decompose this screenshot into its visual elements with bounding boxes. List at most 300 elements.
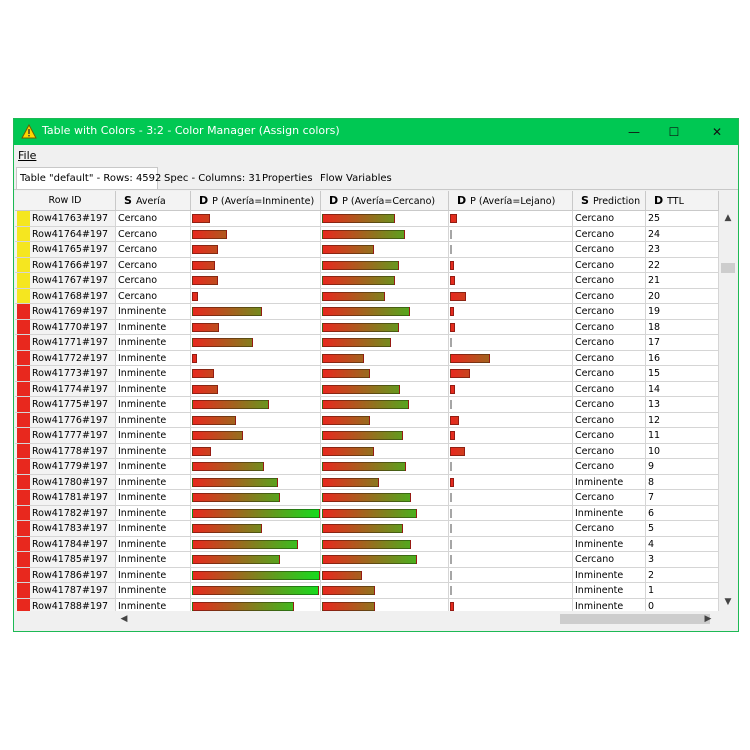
row-color-swatch: [17, 242, 30, 257]
p-inminente-cell[interactable]: [191, 506, 321, 522]
prediction-cell[interactable]: Inminente: [573, 599, 646, 612]
row-id-cell[interactable]: [15, 273, 116, 289]
averia-cell[interactable]: Inminente: [116, 537, 191, 553]
column-header-p-lejano[interactable]: [449, 191, 573, 211]
p-cercano-cell[interactable]: [321, 413, 449, 429]
p-cercano-cell[interactable]: [321, 289, 449, 305]
row-id-text: Row41767#197: [32, 275, 109, 286]
column-header-label: Avería: [135, 196, 166, 207]
p-cercano-cell[interactable]: [321, 521, 449, 537]
probability-bar: [450, 571, 452, 580]
averia-cell[interactable]: Inminente: [116, 568, 191, 584]
averia-cell[interactable]: Inminente: [116, 490, 191, 506]
column-header-label: Prediction: [592, 196, 641, 207]
row-id-text: Row41768#197: [32, 290, 109, 302]
probability-bar: [450, 400, 452, 409]
p-cercano-cell[interactable]: [321, 537, 449, 553]
p-cercano-cell[interactable]: [321, 320, 449, 336]
ttl-cell[interactable]: 18: [646, 320, 719, 336]
row-color-swatch: [17, 599, 30, 612]
table-row[interactable]: [15, 506, 719, 522]
row-id-cell[interactable]: [15, 490, 116, 506]
table-row[interactable]: [15, 273, 719, 289]
row-id-cell[interactable]: [15, 382, 116, 398]
probability-bar: [450, 602, 454, 611]
column-header-p-cercano[interactable]: [321, 191, 449, 211]
p-lejano-cell[interactable]: [449, 537, 573, 553]
row-color-swatch: [17, 227, 30, 242]
p-lejano-cell[interactable]: [449, 258, 573, 274]
scroll-left-icon[interactable]: ◀: [120, 614, 128, 624]
p-lejano-cell[interactable]: [449, 227, 573, 243]
averia-cell[interactable]: Cercano: [116, 258, 191, 274]
prediction-cell[interactable]: Cercano: [573, 258, 646, 274]
row-id-cell[interactable]: [15, 242, 116, 258]
p-lejano-cell[interactable]: [449, 521, 573, 537]
column-header-p-inminente[interactable]: [191, 191, 321, 211]
row-id-text: Row41773#197: [32, 368, 109, 379]
table-row[interactable]: [15, 521, 719, 537]
ttl-cell[interactable]: 8: [646, 475, 719, 491]
p-lejano-cell[interactable]: [449, 583, 573, 599]
horizontal-scrollbar[interactable]: [115, 612, 719, 626]
probability-bar: [192, 478, 278, 487]
probability-bar: [322, 385, 400, 394]
probability-bar: [450, 307, 454, 316]
row-id-text: Row41770#197: [32, 321, 109, 333]
row-id-text: Row41782#197: [32, 507, 109, 519]
averia-cell[interactable]: Inminente: [116, 444, 191, 460]
table-row[interactable]: [15, 413, 719, 429]
p-inminente-cell[interactable]: [191, 351, 321, 367]
prediction-cell[interactable]: Inminente: [573, 568, 646, 584]
row-id-cell[interactable]: [15, 583, 116, 599]
string-type-icon: S: [124, 194, 132, 207]
row-color-swatch: [17, 537, 30, 552]
p-lejano-cell[interactable]: [449, 289, 573, 305]
averia-cell[interactable]: Inminente: [116, 459, 191, 475]
prediction-cell[interactable]: Cercano: [573, 320, 646, 336]
table-row[interactable]: [15, 552, 719, 568]
ttl-cell[interactable]: 19: [646, 304, 719, 320]
menu-file[interactable]: [18, 149, 36, 162]
p-inminente-cell[interactable]: [191, 258, 321, 274]
row-id-cell[interactable]: [15, 320, 116, 336]
prediction-cell[interactable]: Cercano: [573, 459, 646, 475]
averia-cell[interactable]: Cercano: [116, 242, 191, 258]
p-lejano-cell[interactable]: [449, 397, 573, 413]
probability-bar: [450, 431, 455, 440]
averia-cell[interactable]: Inminente: [116, 366, 191, 382]
prediction-cell[interactable]: Cercano: [573, 428, 646, 444]
p-cercano-cell[interactable]: [321, 211, 449, 227]
table-row[interactable]: [15, 428, 719, 444]
probability-bar: [450, 245, 452, 254]
table-row[interactable]: [15, 366, 719, 382]
p-cercano-cell[interactable]: [321, 475, 449, 491]
column-header-label: Row ID: [48, 195, 82, 206]
averia-cell[interactable]: Inminente: [116, 351, 191, 367]
row-id-cell[interactable]: [15, 258, 116, 274]
averia-cell[interactable]: Inminente: [116, 320, 191, 336]
p-lejano-cell[interactable]: [449, 506, 573, 522]
ttl-cell[interactable]: 14: [646, 382, 719, 398]
p-inminente-cell[interactable]: [191, 273, 321, 289]
row-id-cell[interactable]: [15, 351, 116, 367]
row-color-swatch: [17, 568, 30, 583]
probability-bar: [450, 416, 459, 425]
probability-bar: [322, 338, 391, 347]
table-row[interactable]: [15, 258, 719, 274]
averia-cell[interactable]: Inminente: [116, 552, 191, 568]
probability-bar: [192, 354, 197, 363]
probability-bar: [192, 540, 298, 549]
p-lejano-cell[interactable]: [449, 242, 573, 258]
averia-cell[interactable]: Inminente: [116, 428, 191, 444]
probability-bar: [450, 447, 465, 456]
color-manager-window: [13, 118, 739, 632]
p-cercano-cell[interactable]: [321, 351, 449, 367]
averia-cell[interactable]: Cercano: [116, 289, 191, 305]
p-lejano-cell[interactable]: [449, 552, 573, 568]
row-color-swatch: [17, 475, 30, 490]
p-lejano-cell[interactable]: [449, 490, 573, 506]
row-color-swatch: [17, 459, 30, 474]
prediction-cell[interactable]: Cercano: [573, 490, 646, 506]
table-row[interactable]: [15, 320, 719, 336]
p-inminente-cell[interactable]: [191, 537, 321, 553]
p-lejano-cell[interactable]: [449, 335, 573, 351]
table-row[interactable]: [15, 211, 719, 227]
ttl-cell[interactable]: 0: [646, 599, 719, 612]
p-inminente-cell[interactable]: [191, 366, 321, 382]
p-lejano-cell[interactable]: [449, 459, 573, 475]
row-id-cell[interactable]: [15, 335, 116, 351]
vertical-scrollbar[interactable]: [719, 191, 737, 611]
probability-bar: [192, 462, 264, 471]
p-lejano-cell[interactable]: [449, 444, 573, 460]
ttl-cell[interactable]: 3: [646, 552, 719, 568]
row-id-cell[interactable]: [15, 227, 116, 243]
averia-cell[interactable]: Inminente: [116, 475, 191, 491]
ttl-cell[interactable]: 2: [646, 568, 719, 584]
probability-bar: [192, 230, 227, 239]
row-id-text: Row41764#197: [32, 228, 109, 240]
averia-cell[interactable]: Inminente: [116, 413, 191, 429]
ttl-cell[interactable]: 15: [646, 366, 719, 382]
prediction-cell[interactable]: Inminente: [573, 475, 646, 491]
row-id-cell[interactable]: [15, 413, 116, 429]
prediction-cell[interactable]: Cercano: [573, 304, 646, 320]
column-header-label: P (Avería=Lejano): [470, 196, 556, 207]
row-id-cell[interactable]: [15, 211, 116, 227]
p-inminente-cell[interactable]: [191, 428, 321, 444]
table-row[interactable]: [15, 583, 719, 599]
probability-bar: [322, 292, 385, 301]
p-cercano-cell[interactable]: [321, 304, 449, 320]
p-lejano-cell[interactable]: [449, 211, 573, 227]
p-cercano-cell[interactable]: [321, 366, 449, 382]
p-cercano-cell[interactable]: [321, 444, 449, 460]
averia-cell[interactable]: Inminente: [116, 304, 191, 320]
p-cercano-cell[interactable]: [321, 242, 449, 258]
probability-bar: [450, 509, 452, 518]
p-lejano-cell[interactable]: [449, 304, 573, 320]
row-id-cell[interactable]: [15, 459, 116, 475]
row-id-cell[interactable]: [15, 552, 116, 568]
prediction-cell[interactable]: Cercano: [573, 289, 646, 305]
probability-bar: [450, 276, 455, 285]
probability-bar: [450, 292, 466, 301]
ttl-cell[interactable]: 16: [646, 351, 719, 367]
row-id-cell[interactable]: [15, 537, 116, 553]
p-cercano-cell[interactable]: [321, 568, 449, 584]
ttl-cell[interactable]: 6: [646, 506, 719, 522]
row-id-cell[interactable]: [15, 397, 116, 413]
column-header-averia[interactable]: [116, 191, 191, 211]
row-id-cell[interactable]: [15, 444, 116, 460]
prediction-cell[interactable]: Inminente: [573, 506, 646, 522]
averia-cell[interactable]: Cercano: [116, 227, 191, 243]
ttl-cell[interactable]: 13: [646, 397, 719, 413]
prediction-cell[interactable]: Inminente: [573, 583, 646, 599]
p-inminente-cell[interactable]: [191, 599, 321, 612]
ttl-cell[interactable]: 20: [646, 289, 719, 305]
title-bar[interactable]: [14, 119, 738, 145]
p-inminente-cell[interactable]: [191, 552, 321, 568]
p-inminente-cell[interactable]: [191, 521, 321, 537]
p-cercano-cell[interactable]: [321, 273, 449, 289]
ttl-cell[interactable]: 22: [646, 258, 719, 274]
probability-bar: [192, 385, 218, 394]
ttl-cell[interactable]: 5: [646, 521, 719, 537]
table-row[interactable]: [15, 537, 719, 553]
column-header-label: P (Avería=Inminente): [212, 196, 315, 207]
ttl-cell[interactable]: 23: [646, 242, 719, 258]
vertical-scroll-thumb[interactable]: [721, 263, 735, 273]
p-inminente-cell[interactable]: [191, 444, 321, 460]
string-type-icon: S: [581, 194, 589, 207]
tab-properties[interactable]: Properties: [262, 173, 313, 184]
scroll-up-icon[interactable]: ▲: [724, 213, 732, 223]
row-id-cell[interactable]: [15, 475, 116, 491]
double-type-icon: D: [654, 194, 664, 207]
averia-cell[interactable]: Cercano: [116, 211, 191, 227]
minimize-button[interactable]: —: [628, 125, 640, 139]
probability-bar: [192, 431, 243, 440]
p-inminente-cell[interactable]: [191, 490, 321, 506]
prediction-cell[interactable]: Cercano: [573, 382, 646, 398]
prediction-cell[interactable]: Cercano: [573, 227, 646, 243]
probability-bar: [322, 354, 364, 363]
table-row[interactable]: [15, 382, 719, 398]
table-row[interactable]: [15, 397, 719, 413]
row-color-swatch: [17, 521, 30, 536]
column-header-row-id[interactable]: [15, 191, 116, 211]
row-id-cell[interactable]: [15, 568, 116, 584]
table-row[interactable]: [15, 351, 719, 367]
prediction-cell[interactable]: Cercano: [573, 351, 646, 367]
p-cercano-cell[interactable]: [321, 397, 449, 413]
p-lejano-cell[interactable]: [449, 568, 573, 584]
row-id-cell[interactable]: [15, 304, 116, 320]
row-id-cell[interactable]: [15, 506, 116, 522]
probability-bar: [322, 400, 409, 409]
prediction-cell[interactable]: Cercano: [573, 444, 646, 460]
probability-bar: [322, 416, 370, 425]
table-row[interactable]: [15, 242, 719, 258]
averia-cell[interactable]: Cercano: [116, 273, 191, 289]
row-id-text: Row41786#197: [32, 569, 109, 581]
probability-bar: [192, 524, 262, 533]
row-id-text: Row41777#197: [32, 430, 109, 441]
column-header-ttl[interactable]: [646, 191, 719, 211]
p-inminente-cell[interactable]: [191, 242, 321, 258]
table-row[interactable]: [15, 599, 719, 612]
table-row[interactable]: [15, 444, 719, 460]
prediction-cell[interactable]: Inminente: [573, 537, 646, 553]
ttl-cell[interactable]: 25: [646, 211, 719, 227]
prediction-cell[interactable]: Cercano: [573, 335, 646, 351]
p-cercano-cell[interactable]: [321, 227, 449, 243]
row-id-text: Row41776#197: [32, 414, 109, 426]
p-cercano-cell[interactable]: [321, 583, 449, 599]
double-type-icon: D: [457, 194, 467, 207]
p-inminente-cell[interactable]: [191, 475, 321, 491]
p-lejano-cell[interactable]: [449, 475, 573, 491]
row-id-text: Row41787#197: [32, 585, 109, 596]
probability-bar: [450, 385, 455, 394]
p-cercano-cell[interactable]: [321, 382, 449, 398]
p-lejano-cell[interactable]: [449, 320, 573, 336]
ttl-cell[interactable]: 12: [646, 413, 719, 429]
p-inminente-cell[interactable]: [191, 459, 321, 475]
close-button[interactable]: ✕: [711, 125, 723, 139]
probability-bar: [192, 602, 294, 611]
prediction-cell[interactable]: Cercano: [573, 366, 646, 382]
p-lejano-cell[interactable]: [449, 428, 573, 444]
p-cercano-cell[interactable]: [321, 506, 449, 522]
probability-bar: [450, 261, 454, 270]
p-inminente-cell[interactable]: [191, 568, 321, 584]
p-lejano-cell[interactable]: [449, 351, 573, 367]
p-inminente-cell[interactable]: [191, 211, 321, 227]
probability-bar: [192, 338, 253, 347]
table-row[interactable]: [15, 490, 719, 506]
table-row[interactable]: [15, 475, 719, 491]
table-row[interactable]: [15, 459, 719, 475]
p-cercano-cell[interactable]: [321, 490, 449, 506]
row-color-swatch: [17, 304, 30, 319]
p-inminente-cell[interactable]: [191, 382, 321, 398]
ttl-cell[interactable]: 7: [646, 490, 719, 506]
prediction-cell[interactable]: Cercano: [573, 273, 646, 289]
p-inminente-cell[interactable]: [191, 304, 321, 320]
averia-cell[interactable]: Inminente: [116, 583, 191, 599]
averia-cell[interactable]: Inminente: [116, 382, 191, 398]
p-lejano-cell[interactable]: [449, 413, 573, 429]
tab-flow-variables[interactable]: Flow Variables: [320, 173, 392, 184]
ttl-cell[interactable]: 1: [646, 583, 719, 599]
probability-bar: [450, 524, 452, 533]
ttl-cell[interactable]: 9: [646, 459, 719, 475]
horizontal-scroll-thumb[interactable]: [560, 614, 710, 624]
p-inminente-cell[interactable]: [191, 227, 321, 243]
table-row[interactable]: [15, 335, 719, 351]
prediction-cell[interactable]: Cercano: [573, 552, 646, 568]
table-row[interactable]: [15, 568, 719, 584]
averia-cell[interactable]: Inminente: [116, 397, 191, 413]
averia-cell[interactable]: Inminente: [116, 506, 191, 522]
table-row[interactable]: [15, 227, 719, 243]
p-cercano-cell[interactable]: [321, 428, 449, 444]
row-id-cell[interactable]: [15, 599, 116, 612]
tab-spec[interactable]: Spec - Columns: 31: [164, 173, 262, 184]
prediction-cell[interactable]: Cercano: [573, 521, 646, 537]
row-id-cell[interactable]: [15, 428, 116, 444]
table-row[interactable]: [15, 304, 719, 320]
column-header-prediction[interactable]: [573, 191, 646, 211]
row-id-cell[interactable]: [15, 289, 116, 305]
probability-bar: [450, 214, 457, 223]
ttl-cell[interactable]: 4: [646, 537, 719, 553]
probability-bar: [322, 214, 395, 223]
row-id-text: Row41781#197: [32, 492, 109, 503]
p-lejano-cell[interactable]: [449, 366, 573, 382]
ttl-cell[interactable]: 17: [646, 335, 719, 351]
probability-bar: [192, 416, 236, 425]
averia-cell[interactable]: Inminente: [116, 335, 191, 351]
scroll-right-icon[interactable]: ▶: [704, 614, 712, 624]
p-cercano-cell[interactable]: [321, 459, 449, 475]
row-id-text: Row41765#197: [32, 244, 109, 255]
ttl-cell[interactable]: 24: [646, 227, 719, 243]
row-color-swatch: [17, 552, 30, 567]
prediction-cell[interactable]: Cercano: [573, 242, 646, 258]
probability-bar: [450, 555, 452, 564]
table-row[interactable]: [15, 289, 719, 305]
p-lejano-cell[interactable]: [449, 273, 573, 289]
p-cercano-cell[interactable]: [321, 258, 449, 274]
row-id-cell[interactable]: [15, 521, 116, 537]
p-cercano-cell[interactable]: [321, 599, 449, 612]
probability-bar: [322, 245, 374, 254]
p-inminente-cell[interactable]: [191, 397, 321, 413]
p-inminente-cell[interactable]: [191, 583, 321, 599]
menu-bar: [14, 145, 738, 165]
prediction-cell[interactable]: Cercano: [573, 397, 646, 413]
prediction-cell[interactable]: Cercano: [573, 413, 646, 429]
p-lejano-cell[interactable]: [449, 599, 573, 612]
p-inminente-cell[interactable]: [191, 413, 321, 429]
p-inminente-cell[interactable]: [191, 289, 321, 305]
p-inminente-cell[interactable]: [191, 335, 321, 351]
prediction-cell[interactable]: Cercano: [573, 211, 646, 227]
p-cercano-cell[interactable]: [321, 552, 449, 568]
averia-cell[interactable]: Inminente: [116, 599, 191, 612]
p-lejano-cell[interactable]: [449, 382, 573, 398]
averia-cell[interactable]: Inminente: [116, 521, 191, 537]
maximize-button[interactable]: ☐: [668, 125, 680, 139]
ttl-cell[interactable]: 11: [646, 428, 719, 444]
row-id-cell[interactable]: [15, 366, 116, 382]
p-inminente-cell[interactable]: [191, 320, 321, 336]
p-cercano-cell[interactable]: [321, 335, 449, 351]
scroll-down-icon[interactable]: ▼: [724, 597, 732, 607]
tab-table-default[interactable]: Table "default" - Rows: 4592: [16, 167, 158, 189]
ttl-cell[interactable]: 21: [646, 273, 719, 289]
ttl-cell[interactable]: 10: [646, 444, 719, 460]
